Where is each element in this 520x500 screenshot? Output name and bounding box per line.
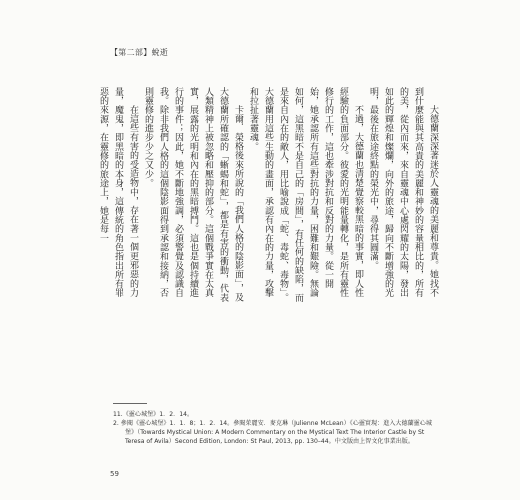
footnote-item: 2. 參閱《靈心城堡》1．1．8；1．2．14。參閱茱麗安．麥克琳（Julienne McLean）《心靈實現：進入大德蘭靈心城堡》（Towards Mystical Union: A Modern Commentary on the Mystical Text The Interior Castle by St Teresa of Avila）Second Edition, London: St Paul, 2013, pp. 130–44。中文版由上智文化事業出版。 — [113, 420, 432, 445]
page-number: 59 — [110, 470, 119, 478]
footnotes — [113, 410, 433, 446]
paragraph: 在這些有害的受造物中，存在著一個更邪惡的力量，魔鬼，即黑暗的本身，這傳統的角色指出所有罪惡的來源，在靈修的旅途上，她是每一 — [98, 87, 138, 298]
footnote-item: 11.《靈心城堡》1．2．14。 — [113, 411, 194, 418]
paragraph: 不過，大德蘭也清楚覺察較黑暗的事實，即人性經驗的負面部分。彼愛的光明能量轉化，是所有靈性修行的工作，這也牽涉對抗和反對的力量。從一開始，她承認所有這些對抗的力量，困難和艱險。無論如何，這黑暗不是自己的「房間」，有任何的缺陷，而是來自內在的敵人，用比喻說成「蛇、毒蛇、毒物」。大德蘭用這些生動的畫面，承認有內在的力量，攻擊和拉扯著靈魂。 — [248, 87, 363, 303]
paragraph: 卡爾．榮格後來所說的「我們人格的陰影面」，及大德蘭所確認的「蜥蜴和蛇」，都是有害的衝動，代表人類精神上被忽略和壓抑的部分。這個戰爭實在太真實，展露的光明和內在的黑暗搏鬥。這也是個持續進行的事件；因此，她不斷地強調，必須警覺及認識自我。除非我們人格的這個陰影面得到承認和接納，否則靈修的進步少之又少。 — [143, 87, 243, 303]
running-head: 【第二部】蛻逝 — [110, 48, 169, 57]
footnote-divider — [113, 403, 147, 404]
paragraph: 大德蘭深深著迷於人靈魂的美麗和尊貴。她找不到什麼能與其高貴的美麗和神妙的容量相比的，所有的美，從內而來，來自靈魂中心處閃耀的太陽，發出如此的輝煌和燦爛，向外的旅途，歸向不斷增強的光明，最後在旅途終點的榮光中，尋得其圓滿。 — [368, 87, 438, 298]
main-text-block — [98, 87, 440, 305]
